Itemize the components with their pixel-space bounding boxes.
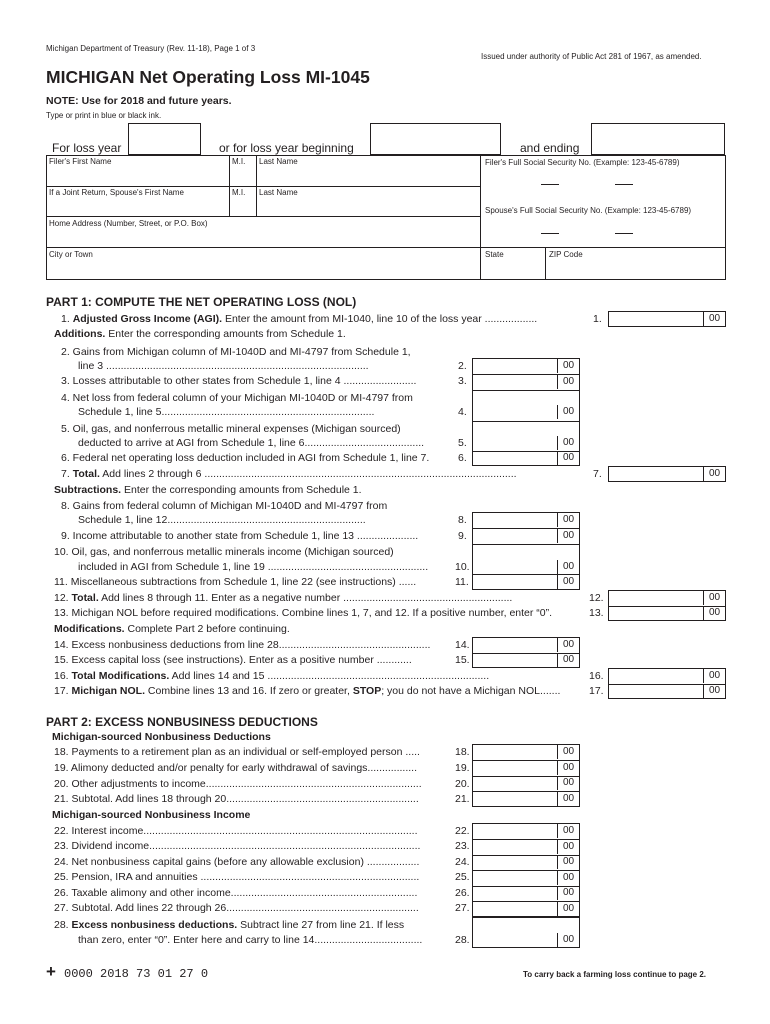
lines-8-11-amounts[interactable]: 00 00 00 00 (472, 512, 580, 590)
line-28-text-a: 28. Excess nonbusiness deductions. Subtract line 27 from line 21. If less (54, 919, 405, 931)
part2-income-heading: Michigan-sourced Nonbusiness Income (52, 809, 251, 821)
line-1-text: 1. Adjusted Gross Income (AGI). Enter the amount from MI-1040, line 10 of the loss year .................. (61, 313, 538, 325)
line-8-text-a: 8. Gains from federal column of Michigan MI-1040D and MI-4797 from (61, 500, 388, 512)
line-5-text-b: deducted to arrive at AGI from Schedule 1, line 6......................................... (78, 437, 425, 449)
line-14-text: 14. Excess nonbusiness deductions from line 28.................................................... (54, 639, 431, 651)
department-line: Michigan Department of Treasury (Rev. 11-18), Page 1 of 3 (46, 44, 256, 53)
line-5-text-a: 5. Oil, gas, and nonferrous metallic mineral expenses (Michigan sourced) (61, 423, 401, 435)
line-6-number: 6. (458, 452, 467, 464)
line-27-text: 27. Subtotal. Add lines 22 through 26.................................................................. (54, 902, 419, 914)
line-20-text: 20. Other adjustments to income.......................................................................... (54, 778, 422, 790)
part1-title: PART 1: COMPUTE THE NET OPERATING LOSS (NOL) (46, 295, 357, 309)
line-2-number: 2. (458, 360, 467, 372)
form-title: MICHIGAN Net Operating Loss MI-1045 (46, 67, 370, 87)
line-12-13-amounts[interactable]: 00 00 (608, 590, 726, 621)
part2-deductions-heading: Michigan-sourced Nonbusiness Deductions (52, 731, 271, 743)
line-10-text-a: 10. Oil, gas, and nonferrous metallic minerals income (Michigan sourced) (54, 546, 394, 558)
line-8-number: 8. (458, 514, 467, 526)
line-14-number: 14. (455, 639, 470, 651)
spouse-first-name-label[interactable]: If a Joint Return, Spouse's First Name (49, 188, 184, 197)
line-12-number: 12. (589, 592, 604, 604)
lines-14-15-amounts[interactable]: 00 00 (472, 637, 580, 668)
line-7-text: 7. Total. Add lines 2 through 6 ........................................................................................................... (61, 468, 517, 480)
line-17-text: 17. Michigan NOL. Combine lines 13 and 16. If zero or greater, STOP; you do not have a Michigan NOL....... (54, 685, 561, 697)
authority-line: Issued under authority of Public Act 281 of 1967, as amended. (481, 52, 702, 61)
line-19-text: 19. Alimony deducted and/or penalty for early withdrawal of savings................. (54, 762, 418, 774)
line-26-text: 26. Taxable alimony and other income................................................................ (54, 887, 418, 899)
last-name-label[interactable]: Last Name (259, 157, 298, 166)
begin-date-field[interactable] (370, 123, 501, 155)
for-loss-year-text: For loss year (52, 141, 122, 155)
line-28-amount[interactable]: 00 (472, 917, 580, 948)
line-20-number: 20. (455, 778, 470, 790)
line-28-text-b: than zero, enter “0”. Enter here and carry to line 14..................................... (78, 934, 423, 946)
additions-heading: Additions. Enter the corresponding amounts from Schedule 1. (54, 328, 346, 340)
line-7-number: 7. (593, 468, 602, 480)
line-9-text: 9. Income attributable to another state from Schedule 1, line 13 ..................... (61, 530, 419, 542)
line-23-number: 23. (455, 840, 470, 852)
line-27-number: 27. (455, 902, 470, 914)
line-10-text-b: included in AGI from Schedule 1, line 19 ....................................................... (78, 561, 429, 573)
line-1-number: 1. (593, 313, 602, 325)
city-label[interactable]: City or Town (49, 250, 93, 259)
spouse-mi-label[interactable]: M.I. (232, 188, 246, 197)
filer-info-block (46, 155, 726, 280)
line-3-text: 3. Losses attributable to other states from Schedule 1, line 4 ......................... (61, 375, 417, 387)
lines-2-6-amounts[interactable]: 00 00 00 00 00 (472, 358, 580, 466)
loss-year-field[interactable] (128, 123, 201, 155)
line-24-number: 24. (455, 856, 470, 868)
line-15-text: 15. Excess capital loss (see instructions). Enter as a positive number ............ (54, 654, 412, 666)
line-4-text-a: 4. Net loss from federal column of your Michigan MI-1040D or MI-4797 from (61, 392, 413, 404)
line-25-text: 25. Pension, IRA and annuities ........................................................................... (54, 871, 420, 883)
line-17-number: 17. (589, 685, 604, 697)
line-28-number: 28. (455, 934, 470, 946)
line-2-text-a: 2. Gains from Michigan column of MI-1040D and MI-4797 from Schedule 1, (61, 346, 411, 358)
end-date-field[interactable] (591, 123, 725, 155)
line-19-number: 19. (455, 762, 470, 774)
and-ending-text: and ending (520, 141, 580, 155)
line-26-number: 26. (455, 887, 470, 899)
line-22-number: 22. (455, 825, 470, 837)
line-16-17-amounts[interactable]: 00 00 (608, 668, 726, 699)
continue-note: To carry back a farming loss continue to page 2. (523, 970, 707, 979)
subtractions-heading: Subtractions. Enter the corresponding amounts from Schedule 1. (54, 484, 362, 496)
line-7-amount[interactable]: 00 (608, 466, 726, 482)
ink-instruction: Type or print in blue or black ink. (46, 111, 162, 120)
line-10-number: 10. (455, 561, 470, 573)
line-23-text: 23. Dividend income............................................................................................. (54, 840, 421, 852)
line-12-text: 12. Total. Add lines 8 through 11. Enter as a negative number .......................................................... (54, 592, 513, 604)
line-5-number: 5. (458, 437, 467, 449)
zip-label[interactable]: ZIP Code (549, 250, 583, 259)
line-13-number: 13. (589, 607, 604, 619)
line-22-text: 22. Interest income.............................................................................................. (54, 825, 418, 837)
line-6-text: 6. Federal net operating loss deduction included in AGI from Schedule 1, line 7. (61, 452, 430, 464)
line-16-number: 16. (589, 670, 604, 682)
line-4-text-b: Schedule 1, line 5......................................................................... (78, 406, 375, 418)
first-name-label[interactable]: Filer's First Name (49, 157, 112, 166)
spouse-last-name-label[interactable]: Last Name (259, 188, 298, 197)
line-11-number: 11. (455, 576, 469, 588)
line-2-text-b: line 3 .......................................................................................... (78, 360, 369, 372)
lines-18-21-amounts[interactable]: 00 00 00 00 (472, 744, 580, 807)
line-4-number: 4. (458, 406, 467, 418)
line-18-text: 18. Payments to a retirement plan as an individual or self-employed person ..... (54, 746, 420, 758)
line-8-text-b: Schedule 1, line 12.................................................................... (78, 514, 366, 526)
part2-title: PART 2: EXCESS NONBUSINESS DEDUCTIONS (46, 715, 318, 729)
line-21-number: 21. (455, 793, 470, 805)
line-13-text: 13. Michigan NOL before required modifications. Combine lines 1, 7, and 12. If a positive number, enter “0”. (54, 607, 553, 619)
spouse-ssn-label[interactable]: Spouse's Full Social Security No. (Example: 123-45-6789) (485, 206, 692, 215)
or-beginning-text: or for loss year beginning (219, 141, 354, 155)
line-21-text: 21. Subtotal. Add lines 18 through 20.................................................................. (54, 793, 419, 805)
line-16-text: 16. Total Modifications. Add lines 14 and 15 ............................................................................ (54, 670, 490, 682)
form-note: NOTE: Use for 2018 and future years. (46, 95, 232, 107)
address-label[interactable]: Home Address (Number, Street, or P.O. Box) (49, 219, 208, 228)
ssn-label[interactable]: Filer's Full Social Security No. (Example: 123-45-6789) (485, 158, 680, 167)
modifications-heading: Modifications. Complete Part 2 before continuing. (54, 623, 290, 635)
line-25-number: 25. (455, 871, 470, 883)
line-18-number: 18. (455, 746, 470, 758)
plus-icon: + (46, 962, 56, 981)
mi-label[interactable]: M.I. (232, 157, 246, 166)
lines-22-27-amounts[interactable]: 00 00 00 00 00 00 (472, 823, 580, 917)
line-9-number: 9. (458, 530, 467, 542)
line-11-text: 11. Miscellaneous subtractions from Schedule 1, line 22 (see instructions) ...... (54, 576, 417, 588)
line-15-number: 15. (455, 654, 470, 666)
form-code: 0000 2018 73 01 27 0 (64, 967, 209, 981)
line-3-number: 3. (458, 375, 467, 387)
line-1-amount[interactable]: 00 (608, 311, 726, 327)
line-24-text: 24. Net nonbusiness capital gains (before any allowable exclusion) .................. (54, 856, 420, 868)
state-label[interactable]: State (485, 250, 504, 259)
